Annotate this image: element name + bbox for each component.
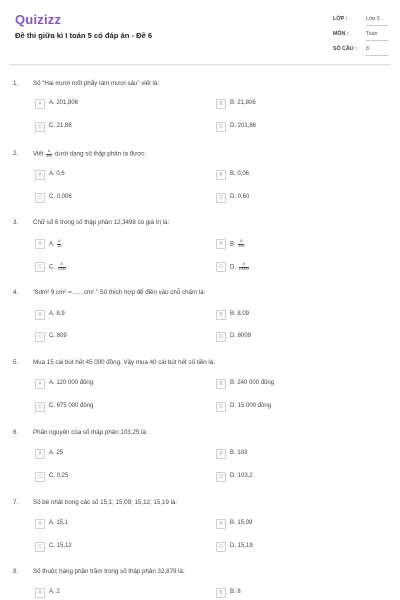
option-b-box[interactable]: B [216, 310, 226, 320]
option-fraction [239, 263, 249, 271]
option-d-box[interactable]: D [216, 332, 226, 342]
option-c-text [49, 263, 67, 271]
fraction-numerator: 8 [58, 263, 66, 268]
option-d-text: D. 0,60 [230, 194, 250, 200]
question-text: Số bé nhất trong các số 15,1; 15,09; 15,12; 15,19 là: [33, 499, 178, 506]
meta-count-value: 8 [366, 46, 369, 52]
option-b-text: B. 8,09 [230, 311, 250, 317]
option-a-text: A. 120 000 đồng [49, 380, 94, 386]
question-text [33, 150, 146, 158]
option-a-box[interactable]: A [35, 170, 45, 180]
option-b-box[interactable]: B [216, 449, 226, 459]
option-a-text: A. 0,6 [49, 171, 65, 177]
option-a-box[interactable]: A [35, 519, 45, 529]
option-b-text: B. 21,806 [230, 100, 256, 106]
option-a-box[interactable]: A [35, 379, 45, 389]
option-b-text: B. 240 000 đồng [230, 380, 275, 386]
option-a-box[interactable]: A [35, 449, 45, 459]
option-a-box[interactable]: A [35, 588, 45, 598]
question-number: 5. [13, 359, 19, 366]
option-c-text: C. 21,86 [49, 123, 72, 129]
option-c-box[interactable]: C [35, 542, 45, 552]
option-a-text: A. 25 [49, 450, 64, 456]
option-label: B. [230, 241, 236, 248]
option-label: D. [230, 264, 236, 271]
worksheet-title: Đề thi giữa kì I toán 5 có đáp án - Đề 6 [15, 31, 153, 40]
question-6 [0, 429, 400, 499]
option-c-text: C. 0,25 [49, 473, 69, 479]
option-c-text: C. 0,006 [49, 194, 72, 200]
option-d-text: D. 103,2 [230, 473, 253, 479]
option-a-text: A. 8,9 [49, 311, 65, 317]
meta-subject-label: MÔN : [333, 31, 349, 37]
question-number: 4. [13, 289, 19, 296]
option-c-text: C. 15,12 [49, 543, 72, 549]
question-text: “8dm² 9 cm² = ..... cm².” Số thích hợp để điền vào chỗ chấm là: [33, 289, 206, 296]
fraction-denominator: 1000 [57, 266, 66, 271]
option-label: C. [49, 264, 55, 271]
option-c-text: C. 809 [49, 333, 67, 339]
option-fraction [57, 240, 61, 248]
option-a-text: A. 15,1 [49, 520, 69, 526]
option-c-text: C. 675 000 đồng [49, 403, 94, 409]
option-b-text [230, 240, 245, 248]
fraction-numerator: 8 [239, 263, 249, 268]
quizizz-logo: Quizizz [15, 12, 62, 27]
option-b-text: B. 0,06 [230, 171, 250, 177]
option-fraction [238, 240, 244, 248]
meta-subject-line [366, 40, 388, 41]
question-number: 3. [13, 219, 19, 226]
question-number: 2. [13, 150, 19, 157]
question-5 [0, 359, 400, 429]
question-2 [0, 150, 400, 220]
question-8 [0, 568, 400, 600]
option-b-text: B. 8 [230, 589, 241, 595]
question-4 [0, 289, 400, 359]
meta-class-label: LỚP : [333, 16, 348, 22]
option-b-box[interactable]: B [216, 170, 226, 180]
option-b-box[interactable]: B [216, 588, 226, 598]
option-d-box[interactable]: D [216, 542, 226, 552]
question-text: Số “Hai mươi mốt phẩy tám mươi sáu” viết là: [33, 80, 160, 87]
option-d-box[interactable]: D [216, 122, 226, 132]
question-text: Chữ số 8 trong số thập phân 12,3498 có giá trị là: [33, 219, 170, 226]
option-b-box[interactable]: B [216, 239, 226, 249]
option-a-box[interactable]: A [35, 310, 45, 320]
question-number: 6. [13, 429, 19, 436]
fraction-denominator: 100 [46, 153, 53, 158]
option-a-text: A. 2 [49, 589, 60, 595]
option-c-box[interactable]: C [35, 332, 45, 342]
option-a-text: A. 201,806 [49, 100, 79, 106]
question-text: Mua 15 cái bút hết 45 000 đồng. Vậy mua 40 cái bút hết số tiền là: [33, 359, 215, 366]
question-1 [0, 80, 400, 150]
option-d-box[interactable]: D [216, 193, 226, 203]
question-3 [0, 219, 400, 289]
option-d-box[interactable]: D [216, 402, 226, 412]
option-c-box[interactable]: C [35, 122, 45, 132]
option-c-box[interactable]: C [35, 472, 45, 482]
header-divider [9, 64, 391, 65]
option-d-text [230, 263, 250, 271]
question-text: Phần nguyên của số thập phân 103,25 là: [33, 429, 148, 436]
question-fraction [46, 150, 52, 158]
option-a-box[interactable]: A [35, 99, 45, 109]
option-label: A. [49, 241, 55, 248]
question-text-post: dưới dạng số thập phân ta được: [55, 150, 147, 158]
option-d-text: D. 15 000 đồng [230, 403, 272, 409]
fraction-numerator: 6 [48, 149, 51, 153]
option-b-box[interactable]: B [216, 379, 226, 389]
fraction-denominator: 10000 [238, 266, 249, 271]
option-fraction [58, 263, 66, 271]
question-number: 1. [13, 80, 19, 87]
fraction-numerator: 8 [240, 239, 243, 243]
option-c-box[interactable]: C [35, 402, 45, 412]
question-text: Số thuộc hàng phần trăm trong số thập phân 32,879 là: [33, 568, 185, 575]
option-b-text: B. 103 [230, 450, 248, 456]
option-d-box[interactable]: D [216, 262, 226, 272]
question-number: 8. [13, 568, 19, 575]
option-d-text: D. 8009 [230, 333, 252, 339]
question-number: 7. [13, 499, 19, 506]
fraction-denominator: 100 [238, 243, 245, 248]
meta-class-value: Lớp 5 [366, 16, 380, 22]
option-d-box[interactable]: D [216, 472, 226, 482]
option-b-box[interactable]: B [216, 519, 226, 529]
meta-count-label: SỐ CÂU : [333, 46, 357, 52]
fraction-denominator: 10 [57, 243, 62, 248]
question-7 [0, 499, 400, 569]
fraction-numerator: 8 [58, 239, 61, 243]
question-text-pre: Viết [33, 150, 44, 158]
meta-class-line [366, 25, 388, 26]
option-b-text: B. 15,09 [230, 520, 253, 526]
option-b-box[interactable]: B [216, 99, 226, 109]
option-d-text: D. 201,86 [230, 123, 257, 129]
option-c-box[interactable]: C [35, 193, 45, 203]
meta-count-line [366, 55, 388, 56]
option-a-box[interactable]: A [35, 239, 45, 249]
option-c-box[interactable]: C [35, 262, 45, 272]
option-a-text [49, 240, 62, 248]
option-d-text: D. 15,19 [230, 543, 253, 549]
meta-subject-value: Toán [366, 31, 378, 37]
